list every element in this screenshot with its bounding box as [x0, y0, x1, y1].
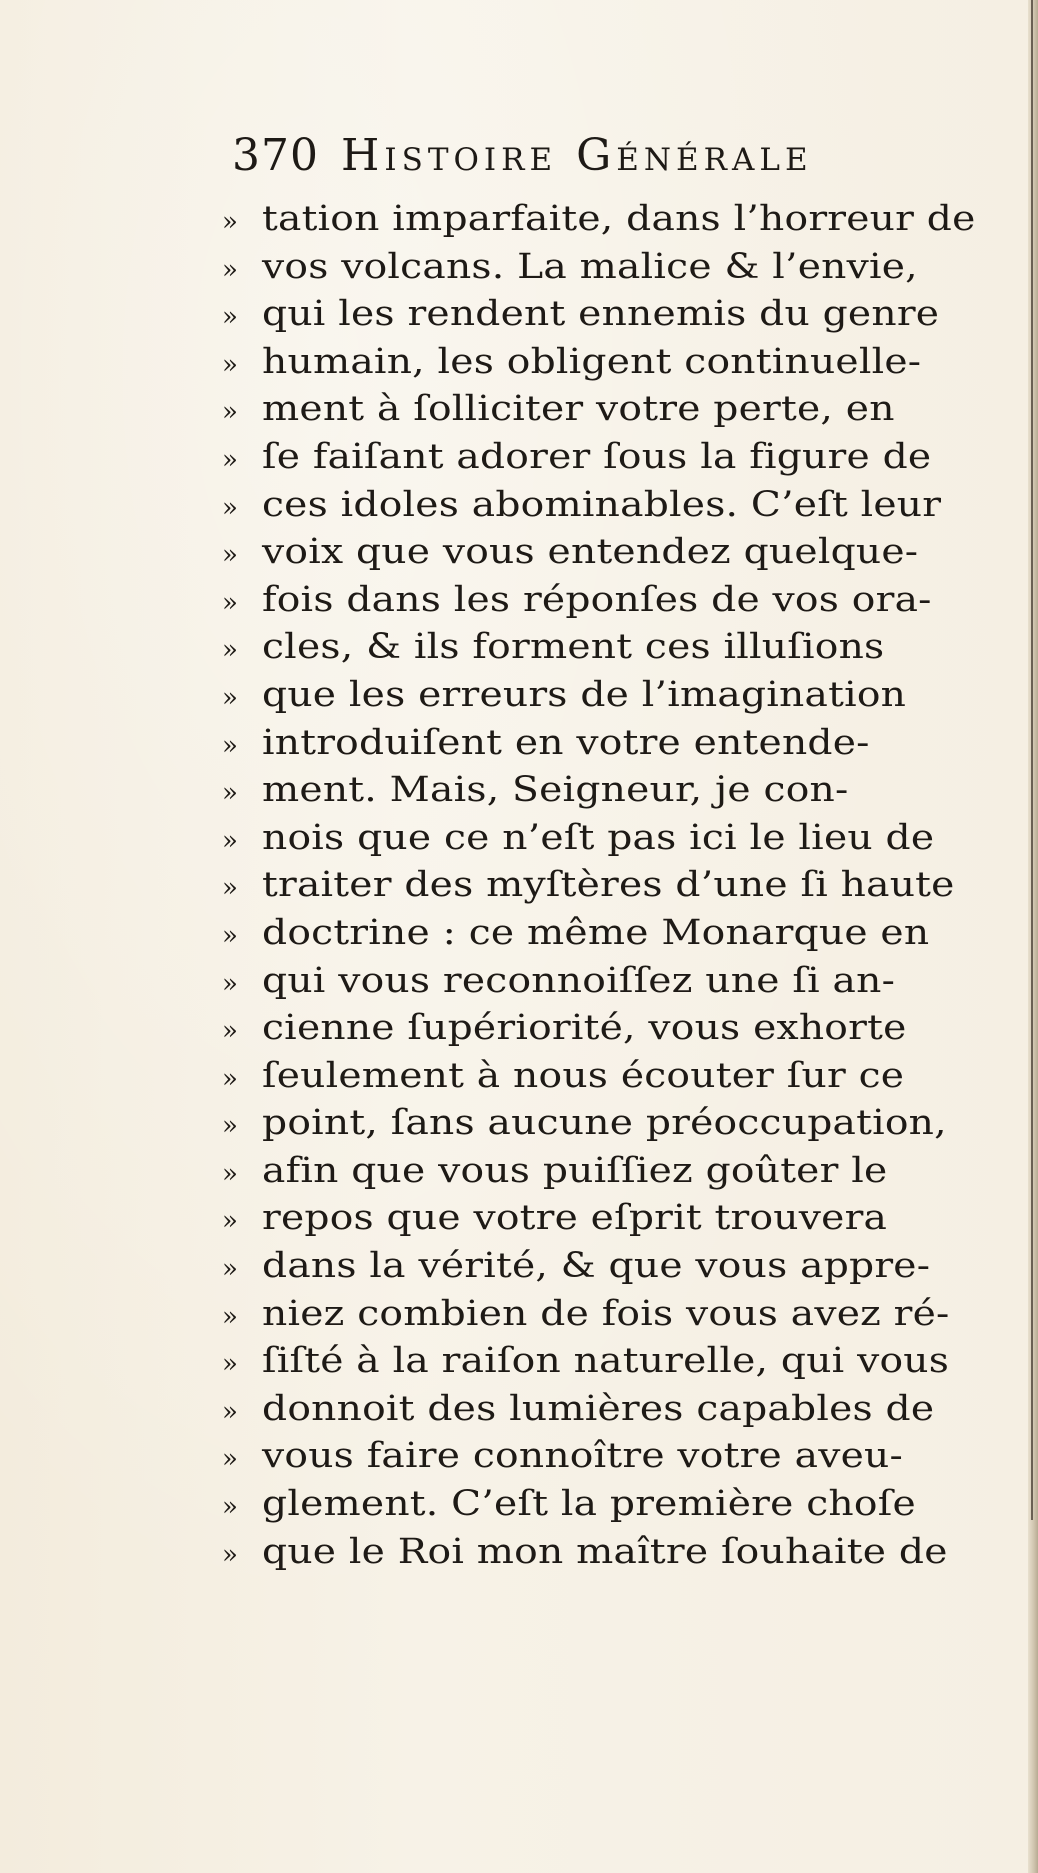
text-line: [222, 767, 982, 815]
text-line: [222, 386, 982, 434]
text-line: [222, 482, 982, 530]
page-edge-line: [1031, 0, 1033, 1520]
line-text: ment à ſolliciter votre perte, en: [262, 389, 895, 430]
quotation-mark: »: [222, 730, 238, 761]
line-text: ces idoles abominables. C’eſt leur: [262, 484, 942, 525]
text-line: [222, 624, 982, 672]
line-text: fois dans les réponſes de vos ora-: [262, 579, 932, 620]
line-text: ſeulement à nous écouter ſur ce: [262, 1055, 905, 1096]
text-line: [222, 339, 982, 387]
quotation-mark: »: [222, 1444, 238, 1475]
quotation-mark: »: [222, 444, 238, 475]
quotation-mark: »: [222, 302, 238, 333]
quotation-mark: »: [222, 1349, 238, 1380]
quotation-mark: »: [222, 873, 238, 904]
page-number: 370: [232, 130, 319, 181]
text-line: [222, 1481, 982, 1529]
text-line: [222, 720, 982, 768]
text-line: [222, 1053, 982, 1101]
line-text: traiter des myſtères d’une ſi haute: [262, 865, 955, 906]
text-line: [222, 958, 982, 1006]
quotation-mark: »: [222, 1539, 238, 1570]
text-line: [222, 1529, 982, 1577]
line-text: ſe faiſant adorer ſous la figure de: [262, 436, 932, 477]
quotation-mark: »: [222, 778, 238, 809]
line-text: tation imparfaite, dans l’horreur de: [262, 199, 976, 239]
line-text: repos que votre eſprit trouvera: [262, 1198, 888, 1239]
text-line: [222, 1291, 982, 1339]
line-text: doctrine : ce même Monarque en: [262, 912, 930, 953]
line-text: introduiſent en votre entende-: [262, 722, 870, 763]
text-line: [222, 529, 982, 577]
text-line: [222, 1433, 982, 1481]
quotation-mark: »: [222, 1301, 238, 1332]
quotation-mark: »: [222, 540, 238, 571]
quotation-mark: »: [222, 1063, 238, 1094]
quotation-mark: »: [222, 492, 238, 523]
line-text: ment. Mais, Seigneur, je con-: [262, 770, 849, 811]
quotation-mark: »: [222, 1492, 238, 1523]
quotation-mark: »: [222, 968, 238, 999]
line-text: vos volcans. La malice & l’envie,: [262, 246, 918, 287]
body-text: [222, 196, 982, 1576]
line-text: dans la vérité, & que vous appre-: [262, 1246, 931, 1287]
line-text: afin que vous puiſſiez goûter le: [262, 1150, 888, 1191]
line-text: voix que vous entendez quelque-: [262, 532, 919, 573]
text-line: [222, 1005, 982, 1053]
quotation-mark: »: [222, 397, 238, 428]
quotation-mark: »: [222, 1016, 238, 1047]
line-text: nois que ce n’eſt pas ici le lieu de: [262, 817, 935, 858]
line-text: vous faire connoître votre aveu-: [262, 1436, 904, 1477]
line-text: ſiſté à la raiſon naturelle, qui vous: [262, 1341, 950, 1382]
page-edge: [1028, 0, 1038, 1873]
quotation-mark: »: [222, 1111, 238, 1142]
quotation-mark: »: [222, 1206, 238, 1237]
quotation-mark: »: [222, 1158, 238, 1189]
quotation-mark: »: [222, 825, 238, 856]
text-line: [222, 196, 982, 244]
line-text: glement. C’eſt la première choſe: [262, 1484, 916, 1525]
text-line: [222, 577, 982, 625]
quotation-mark: »: [222, 635, 238, 666]
text-line: [222, 291, 982, 339]
text-line: [222, 1338, 982, 1386]
text-line: [222, 434, 982, 482]
text-line: [222, 1243, 982, 1291]
quotation-mark: »: [222, 1396, 238, 1427]
line-text: point, ſans aucune préoccupation,: [262, 1103, 947, 1144]
text-line: [222, 862, 982, 910]
quotation-mark: »: [222, 920, 238, 951]
line-text: niez combien de fois vous avez ré-: [262, 1293, 950, 1334]
page-header: [232, 130, 992, 192]
text-line: [222, 1148, 982, 1196]
line-text: qui vous reconnoiſſez une ſi an-: [262, 960, 896, 1001]
quotation-mark: »: [222, 207, 238, 237]
line-text: donnoit des lumières capables de: [262, 1388, 935, 1429]
line-text: qui les rendent ennemis du genre: [262, 294, 940, 335]
text-line: [222, 815, 982, 863]
text-line: [222, 672, 982, 720]
line-text: que le Roi mon maître ſouhaite de: [262, 1531, 948, 1572]
text-line: [222, 910, 982, 958]
line-text: cienne ſupériorité, vous exhorte: [262, 1008, 907, 1049]
quotation-mark: »: [222, 349, 238, 380]
quotation-mark: »: [222, 1254, 238, 1285]
text-line: [222, 1195, 982, 1243]
quotation-mark: »: [222, 682, 238, 713]
text-line: [222, 244, 982, 292]
quotation-mark: »: [222, 254, 238, 285]
text-line: [222, 1100, 982, 1148]
line-text: cles, & ils forment ces illuſions: [262, 627, 885, 668]
line-text: que les erreurs de l’imagination: [262, 674, 907, 715]
text-line: [222, 1386, 982, 1434]
quotation-mark: »: [222, 587, 238, 618]
line-text: humain, les obligent continuelle-: [262, 341, 922, 382]
running-title: Histoire Générale: [340, 130, 813, 181]
